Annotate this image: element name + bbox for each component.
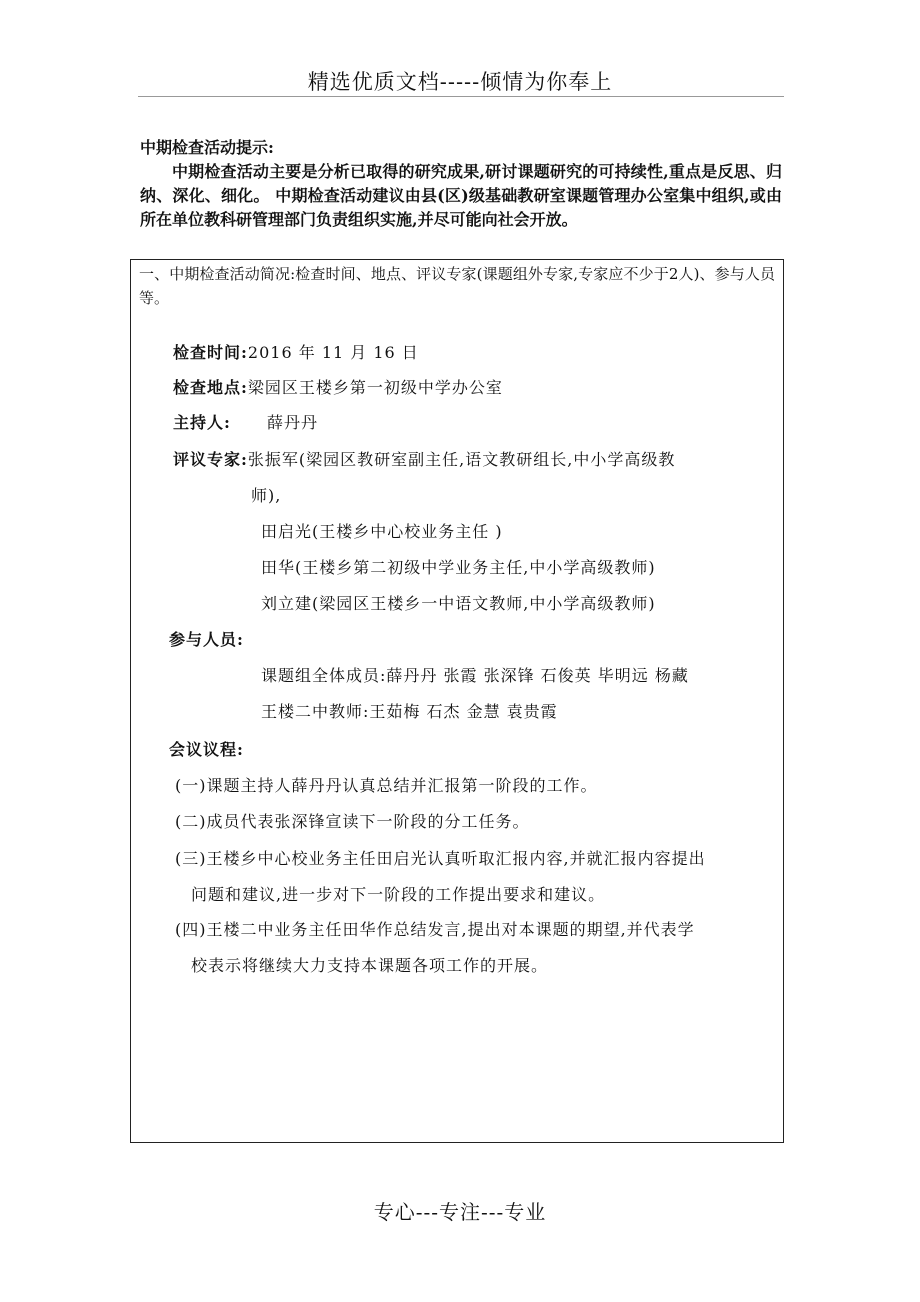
header-divider	[138, 96, 784, 97]
agenda-item: (二)成员代表张深锋宣读下一阶段的分工任务。	[175, 812, 530, 831]
agenda-item: (四)王楼二中业务主任田华作总结发言,提出对本课题的期望,并代表学	[175, 920, 695, 939]
agenda-item: (一)课题主持人薛丹丹认真总结并汇报第一阶段的工作。	[175, 776, 598, 795]
expert-line: 张振军(梁园区教研室副主任,语文教研组长,中小学高级教	[247, 450, 676, 469]
agenda-item: (三)王楼乡中心校业务主任田启光认真听取汇报内容,并就汇报内容提出	[175, 849, 706, 868]
expert-line: 田华(王楼乡第二初级中学业务主任,中小学高级教师)	[261, 558, 656, 577]
check-place-label: 检查地点:	[173, 378, 248, 397]
agenda-item-continued: 问题和建议,进一步对下一阶段的工作提出要求和建议。	[191, 885, 606, 904]
check-time-label: 检查时间:	[173, 343, 248, 362]
host-value: 薛丹丹	[267, 413, 319, 432]
host-row	[173, 410, 231, 433]
section-intro: 一、中期检查活动简况:检查时间、地点、评议专家(课题组外专家,专家应不少于2人)、参与人员等。	[139, 265, 775, 307]
page-footer: 专心---专注---专业	[373, 1200, 547, 1224]
agenda-label	[169, 737, 244, 760]
participants-label	[169, 627, 244, 650]
tips-body: 中期检查活动主要是分析已取得的研究成果,研讨课题研究的可持续性,重点是反思、归纳、深化、细化。 中期检查活动建议由县(区)级基础教研室课题管理办公室集中组织,或由所在单位教科研管理部门负责组织实施,并尽可能向社会开放。	[140, 162, 782, 229]
experts-row	[173, 447, 675, 470]
check-time-value: 2016 年 11 月 16 日	[247, 343, 419, 362]
check-place-value: 梁园区王楼乡第一初级中学办公室	[247, 378, 503, 397]
expert-line: 田启光(王楼乡中心校业务主任 )	[261, 522, 503, 541]
tips-title: 中期检查活动提示:	[140, 138, 274, 157]
check-place-row	[173, 375, 503, 398]
page-header: 精选优质文档-----倾情为你奉上	[307, 70, 613, 94]
expert-line: 师),	[251, 486, 282, 505]
agenda-label-text: 会议议程:	[169, 740, 244, 759]
experts-label: 评议专家:	[173, 450, 248, 469]
check-time-row	[173, 340, 419, 363]
participant-line: 王楼二中教师:王茹梅 石杰 金慧 袁贵霞	[261, 702, 558, 721]
participant-line: 课题组全体成员:薛丹丹 张霞 张深锋 石俊英 毕明远 杨藏	[261, 666, 689, 685]
agenda-item-continued: 校表示将继续大力支持本课题各项工作的开展。	[191, 956, 549, 975]
participants-label-text: 参与人员:	[169, 630, 244, 649]
expert-line: 刘立建(梁园区王楼乡一中语文教师,中小学高级教师)	[261, 594, 656, 613]
activity-summary-box	[130, 259, 784, 1143]
host-label: 主持人:	[173, 413, 231, 432]
